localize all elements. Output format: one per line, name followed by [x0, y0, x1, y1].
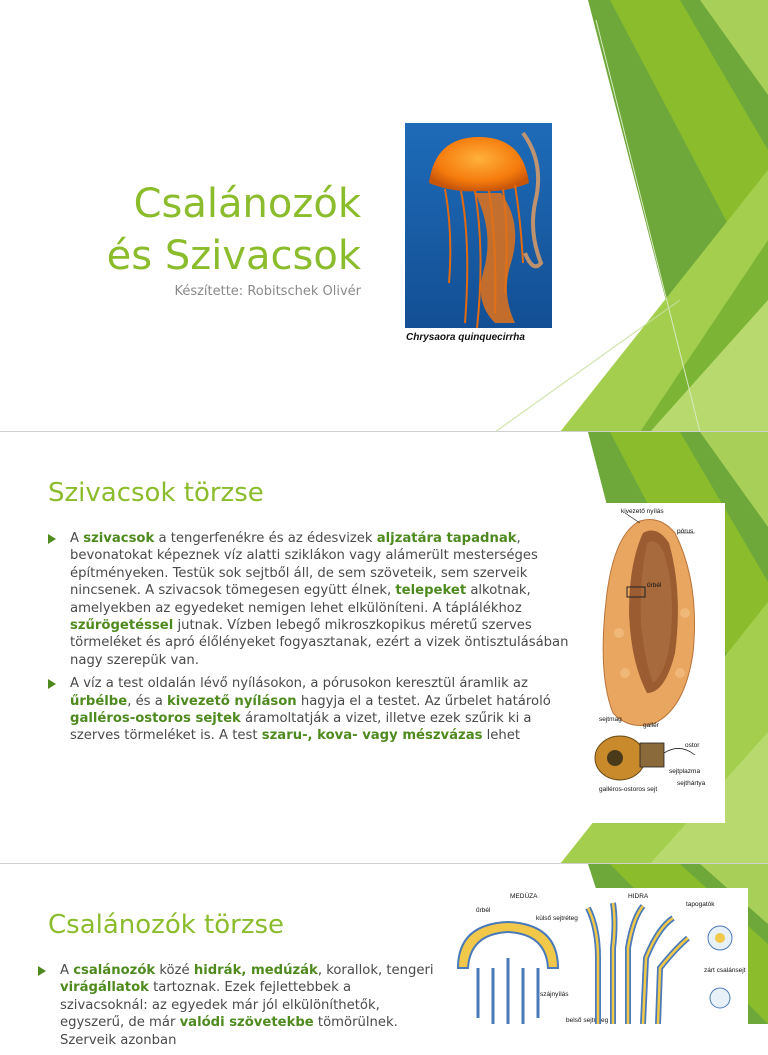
highlight-run: hidrák, medúzák — [193, 963, 318, 978]
text-run: jutnak. Vízben lebegő mikroszkopikus méretű szerves törmeléket és apró élőlényeket fogyasztanak, ezért a vizek öntisztulásában nagy szerepük van. — [70, 618, 569, 668]
title-line-2: és Szivacsok — [106, 233, 361, 279]
label-zart: zárt csalánsejt — [704, 967, 746, 974]
bullet-item — [48, 675, 583, 745]
text-run: a tengerfenékre és az édesvizek — [154, 531, 377, 546]
label-porus: pórus — [677, 528, 694, 535]
text-run: A víz a test oldalán lévő nyílásokon, a pórusokon keresztül áramlik az — [70, 676, 528, 692]
label-urbel: űrbél — [647, 582, 662, 589]
highlight-run: szivacsok — [83, 531, 155, 546]
presentation-title — [107, 178, 361, 282]
label-belso: belső sejtréteg — [566, 1017, 609, 1024]
text-run: alkotnak, amelyekben az egyedeket nemigen lehet elkülöníteni. A táplálékhoz — [70, 583, 531, 616]
title-line-1: Csalánozók — [133, 181, 361, 227]
bullet-item — [48, 530, 583, 669]
highlight-run: telepeket — [395, 583, 467, 599]
bullet-arrow-icon — [48, 679, 56, 689]
bullet-arrow-icon — [38, 966, 46, 976]
label-sejtplazma: sejtplazma — [669, 768, 701, 775]
bullet-item — [38, 962, 438, 1049]
title-slide — [0, 0, 768, 432]
author-subtitle: Készítette: Robitschek Olivér — [174, 284, 361, 299]
photo-caption: Chrysaora quinquecirrha — [406, 332, 525, 343]
highlight-run: csalánozók — [73, 963, 156, 978]
label-sejthartya: sejthártya — [677, 780, 706, 787]
label-szajnyilas: szájnyílás — [540, 991, 569, 998]
highlight-run: kivezető nyíláson — [167, 693, 297, 709]
label-urbel: űrbél — [476, 907, 491, 914]
label-galler: gallér — [643, 722, 659, 729]
bullet-arrow-icon — [48, 534, 56, 544]
label-ostor: ostor — [685, 742, 700, 749]
cnidarian-anatomy-diagram — [448, 888, 748, 1024]
highlight-run: galléros-ostoros sejtek — [70, 711, 241, 727]
jellyfish-photo — [405, 123, 552, 328]
label-hidra: HIDRA — [628, 893, 649, 900]
text-run: , és a — [127, 693, 168, 709]
sponges-heading: Szivacsok törzse — [48, 478, 264, 508]
text-run: tömörülnek. Szerveik azonban — [60, 1015, 398, 1048]
sponges-bullet-list — [48, 530, 583, 751]
label-kivezeto: kivezető nyílás — [621, 508, 664, 515]
label-tapogatok: tapogatók — [686, 901, 715, 908]
highlight-run: űrbélbe — [70, 693, 128, 709]
label-kulso: külső sejtréteg — [536, 915, 578, 922]
highlight-run: szűrögetéssel — [70, 618, 174, 634]
cnidarians-heading: Csalánozók törzse — [48, 910, 285, 940]
sponge-anatomy-diagram — [585, 503, 725, 823]
label-meduza: MEDÚZA — [510, 893, 538, 900]
label-sejtmag: sejtmag — [599, 716, 622, 723]
text-run: áramoltatják a vizet, illetve ezek szűrik ki a szerves törmeléket is. A test — [70, 711, 532, 744]
text-run: , bevonatokat képeznek víz alatti sziklákon vagy alámerült mesterséges építményeken. Testük sok sejtből áll, de sem szöveteik, sem szerveik nincsenek. A szivacsok tömegesen együtt élnek, — [70, 531, 538, 599]
text-run: hagyja el a testet. Az űrbelet határoló — [296, 693, 551, 709]
highlight-run: virágállatok — [60, 980, 149, 996]
text-run: A — [60, 963, 74, 978]
text-run: lehet — [482, 728, 521, 744]
highlight-run: valódi szövetekbe — [179, 1015, 314, 1031]
text-run: , korallok, tengeri — [317, 963, 434, 978]
text-run: közé — [155, 963, 194, 978]
highlight-run: aljzatára tapadnak — [376, 531, 517, 546]
label-galleros: galléros-ostoros sejt — [599, 786, 658, 793]
text-run: tartoznak. Ezek fejlettebbek a szivacsoknál: az egyedek már jól elkülöníthetők, egyszerű, de már — [60, 980, 380, 1031]
text-run: A — [70, 531, 84, 546]
highlight-run: szaru-, kova- vagy mészvázas — [261, 728, 483, 744]
cnidarians-bullet-list — [38, 962, 438, 1055]
